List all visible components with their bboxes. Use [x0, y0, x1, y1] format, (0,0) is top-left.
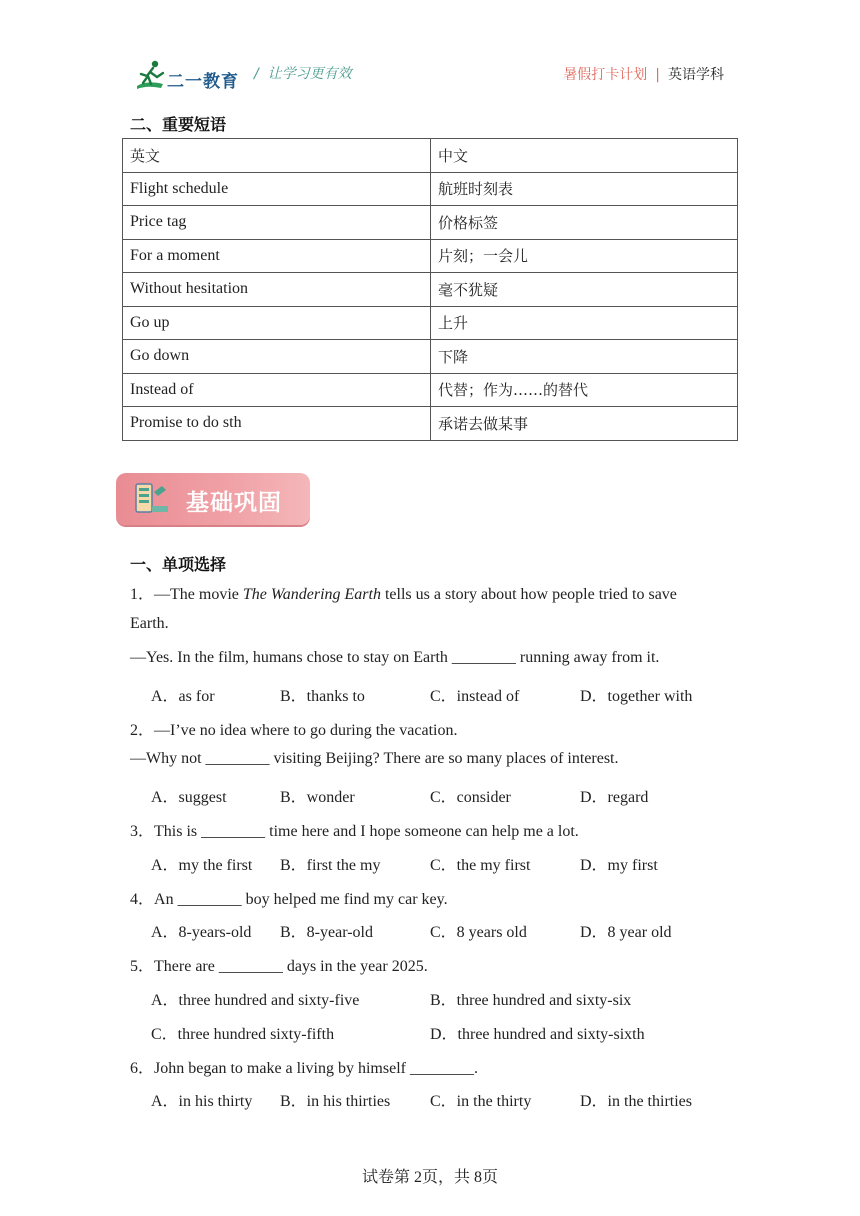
option-c[interactable]: C．in the thirty — [430, 1093, 532, 1110]
banner-label: 基础巩固 — [186, 490, 282, 516]
header-right — [563, 64, 724, 84]
phrase-chinese: 上升 — [431, 306, 738, 340]
option-c[interactable]: C．the my first — [430, 857, 531, 874]
option-c[interactable]: C．three hundred sixty-fifth — [151, 1026, 335, 1043]
book-icon — [132, 482, 172, 516]
table-row — [123, 340, 738, 374]
phrase-chinese: 价格标签 — [431, 206, 738, 240]
phrase-english: Flight schedule — [123, 172, 431, 206]
option-b[interactable]: B．first the my — [280, 857, 381, 874]
exercise-section-title: 一、单项选择 — [130, 555, 227, 574]
table-row — [123, 373, 738, 407]
question-3-line-1 — [130, 818, 579, 841]
phrase-english: Instead of — [123, 373, 431, 407]
option-d[interactable]: D．my first — [580, 857, 658, 874]
option-a[interactable]: A．suggest — [151, 789, 227, 806]
question-text: —I’ve no idea where to go during the vacation. — [154, 722, 458, 739]
option-d[interactable]: D．regard — [580, 789, 649, 806]
phrase-english: Promise to do sth — [123, 407, 431, 441]
phrase-chinese: 片刻；一会儿 — [431, 239, 738, 273]
option-a[interactable]: A．in his thirty — [151, 1093, 253, 1110]
option-d[interactable]: D．three hundred and sixty-sixth — [430, 1026, 645, 1043]
question-text: John began to make a living by himself ________. — [154, 1060, 478, 1077]
question-5-line-1 — [130, 953, 428, 976]
phrase-chinese: 下降 — [431, 340, 738, 374]
question-6-line-1 — [130, 1055, 478, 1078]
table-header-english: 英文 — [123, 139, 431, 173]
option-d[interactable]: D．in the thirties — [580, 1093, 692, 1110]
question-2-line-2: —Why not ________ visiting Beijing? There are so many places of interest. — [130, 750, 619, 767]
question-number: 5． — [130, 958, 155, 975]
option-c[interactable]: C．consider — [430, 789, 511, 806]
option-c[interactable]: C．8 years old — [430, 924, 527, 941]
table-row — [123, 206, 738, 240]
phrases-table — [122, 138, 738, 441]
question-number: 3． — [130, 823, 155, 840]
subject-label: 英语学科 — [668, 67, 724, 83]
option-b[interactable]: B．in his thirties — [280, 1093, 391, 1110]
question-1-line-3: —Yes. In the film, humans chose to stay on Earth ________ running away from it. — [130, 649, 660, 666]
table-header-chinese: 中文 — [431, 139, 738, 173]
option-b[interactable]: B．8-year-old — [280, 924, 373, 941]
slogan-separator: / — [254, 66, 259, 82]
option-a[interactable]: A．three hundred and sixty-five — [151, 992, 360, 1009]
phrase-english: Go down — [123, 340, 431, 374]
question-number: 6． — [130, 1060, 155, 1077]
question-1-line-2: Earth. — [130, 615, 169, 632]
option-d[interactable]: D．8 year old — [580, 924, 672, 941]
question-2-line-1 — [130, 717, 457, 740]
section-banner — [116, 473, 310, 525]
phrase-english: Price tag — [123, 206, 431, 240]
movie-title: The Wandering Earth — [242, 586, 381, 603]
page-footer: 试卷第 2页，共 8页 — [361, 1169, 498, 1186]
question-text: —The movie — [154, 586, 243, 603]
table-row — [123, 407, 738, 441]
option-a[interactable]: A．my the first — [151, 857, 253, 874]
question-text: tells us a story about how people tried to save — [380, 586, 677, 603]
question-number: 1． — [130, 586, 155, 603]
slogan — [254, 63, 352, 83]
phrase-english: Without hesitation — [123, 273, 431, 307]
header-separator: | — [655, 67, 660, 83]
option-c[interactable]: C．instead of — [430, 688, 520, 705]
plan-label: 暑假打卡计划 — [563, 67, 648, 83]
question-text: There are ________ days in the year 2025. — [154, 958, 428, 975]
phrase-chinese: 航班时刻表 — [431, 172, 738, 206]
table-header-row — [123, 139, 738, 173]
question-text: An ________ boy helped me find my car key. — [154, 891, 448, 908]
page-header — [0, 0, 860, 100]
option-a[interactable]: A．8-years-old — [151, 924, 252, 941]
phrase-chinese: 毫不犹疑 — [431, 273, 738, 307]
question-1-line-1 — [130, 581, 677, 604]
option-d[interactable]: D．together with — [580, 688, 693, 705]
phrases-section-title: 二、重要短语 — [130, 115, 227, 134]
question-4-line-1 — [130, 886, 448, 909]
option-a[interactable]: A．as for — [151, 688, 215, 705]
phrase-chinese: 承诺去做某事 — [431, 407, 738, 441]
question-text: This is ________ time here and I hope someone can help me a lot. — [154, 823, 579, 840]
option-b[interactable]: B．wonder — [280, 789, 355, 806]
phrase-english: For a moment — [123, 239, 431, 273]
question-number: 2． — [130, 722, 155, 739]
table-row — [123, 306, 738, 340]
question-number: 4． — [130, 891, 155, 908]
phrase-english: Go up — [123, 306, 431, 340]
table-row — [123, 239, 738, 273]
table-row — [123, 172, 738, 206]
phrase-chinese: 代替；作为……的替代 — [431, 373, 738, 407]
option-b[interactable]: B．thanks to — [280, 688, 365, 705]
slogan-text: 让学习更有效 — [267, 66, 352, 82]
option-b[interactable]: B．three hundred and sixty-six — [430, 992, 632, 1009]
logo-text: 二一教育 — [167, 72, 239, 92]
table-row — [123, 273, 738, 307]
logo — [133, 58, 243, 94]
